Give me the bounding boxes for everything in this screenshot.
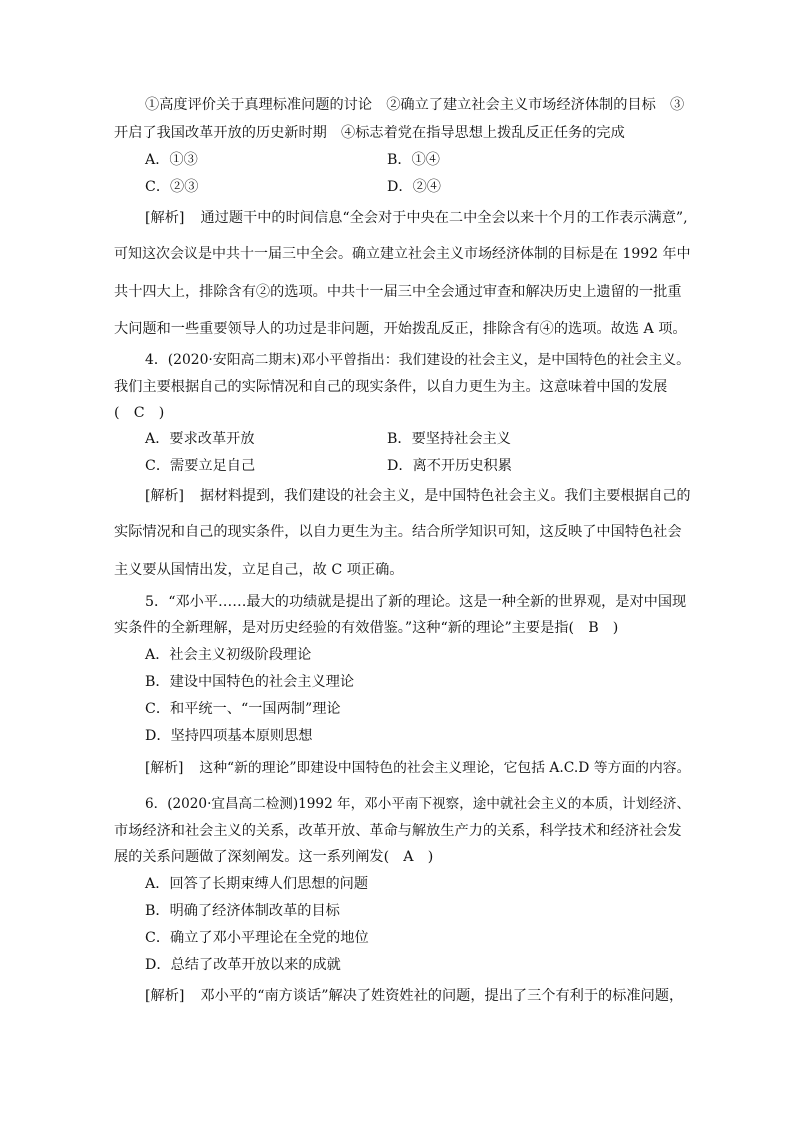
q6-analysis-line-1: [解析] 邓小平的“南方谈话”解决了姓资姓社的问题，提出了三个有利于的标准问题， [145,988,684,1004]
q3-option-d: D．②④ [387,179,441,195]
q4-analysis-line-3: 主义要从国情出发，立足自己，故 C 项正确。 [114,562,404,578]
q6-stem-line-2: 市场经济和社会主义的关系，改革开放、革命与解放生产力的关系，科学技术和经济社会发 [114,823,682,839]
q6-option-b: B．明确了经济体制改革的目标 [145,903,340,919]
q4-stem-line-3: ( C ) [114,405,165,421]
q5-stem-line-1: 5．“邓小平……最大的功绩就是提出了新的理论。这是一种全新的世界观，是对中国现 [145,594,687,610]
analysis-tag: [解析] [145,760,184,776]
q3-analysis-line-4: 大问题和一些重要领导人的功过是非问题，开始拨乱反正，排除含有④的选项。故选 A 项。 [114,321,687,337]
q4-option-b: B．要坚持社会主义 [387,431,511,447]
q4-option-d: D．离不开历史积累 [387,458,512,474]
q4-stem-line-2: 我们主要根据自己的实际情况和自己的现实条件，以自力更生为主。这意味着中国的发展 [114,379,668,395]
q4-option-a: A．要求改革开放 [145,431,255,447]
q4-analysis-line-2: 实际情况和自己的现实条件，以自力更生为主。结合所学知识可知，这反映了中国特色社会 [114,524,682,540]
q4-stem-line-1: 4．(2020·安阳高二期末)邓小平曾指出：我们建设的社会主义，是中国特色的社会主义。 [145,352,691,368]
q3-analysis-line-1: [解析] 通过题干中的时间信息“全会对于中央在二中全会以来十个月的工作表示满意”, [145,210,688,226]
q3-analysis-line-3: 共十四大上，排除含有②的选项。中共十一届三中全会通过审查和解决历史上遗留的一批重 [114,284,682,300]
q3-option-a: A．①③ [145,152,198,168]
q6-stem-line-1: 6．(2020·宜昌高二检测)1992 年，邓小平南下视察，途中就社会主义的本质，计划经济、 [145,796,691,812]
analysis-tag: [解析] [145,988,185,1004]
q6-option-d: D．总结了改革开放以来的成就 [145,957,341,973]
q4-analysis-line-1: [解析] 据材料提到，我们建设的社会主义，是中国特色社会主义。我们主要根据自己的 [145,488,691,504]
q3-stem-line-2: 开启了我国改革开放的历史新时期 ④标志着党在指导思想上拨乱反正任务的完成 [114,125,625,141]
q6-stem-line-3: 展的关系问题做了深刻阐发。这一系列阐发( A ) [114,849,434,865]
analysis-tag: [解析] [145,210,185,226]
q3-option-b: B．①④ [387,152,440,168]
q5-option-c: C．和平统一、“一国两制”理论 [145,701,341,717]
q3-analysis-line-2: 可知这次会议是中共十一届三中全会。确立建立社会主义市场经济体制的目标是在 1992 年中 [114,246,691,262]
q4-option-c: C．需要立足自己 [145,458,256,474]
q5-option-d: D．坚持四项基本原则思想 [145,728,313,744]
q6-option-c: C．确立了邓小平理论在全党的地位 [145,930,369,946]
q3-option-c: C．②③ [145,179,199,195]
q6-option-a: A．回答了长期束缚人们思想的问题 [145,876,369,892]
q5-analysis-line-1: [解析] 这种“新的理论”即建设中国特色的社会主义理论，它包括 A.C.D 等方面的内容。 [145,760,691,776]
analysis-tag: [解析] [145,488,184,504]
q5-option-a: A．社会主义初级阶段理论 [145,647,312,663]
q5-stem-line-2: 实条件的全新理解，是对历史经验的有效借鉴。”这种“新的理论”主要是指( B ) [114,620,619,636]
q5-option-b: B．建设中国特色的社会主义理论 [145,674,355,690]
q3-stem-line-1: ①高度评价关于真理标准问题的讨论 ②确立了建立社会主义市场经济体制的目标 ③ [145,97,685,113]
